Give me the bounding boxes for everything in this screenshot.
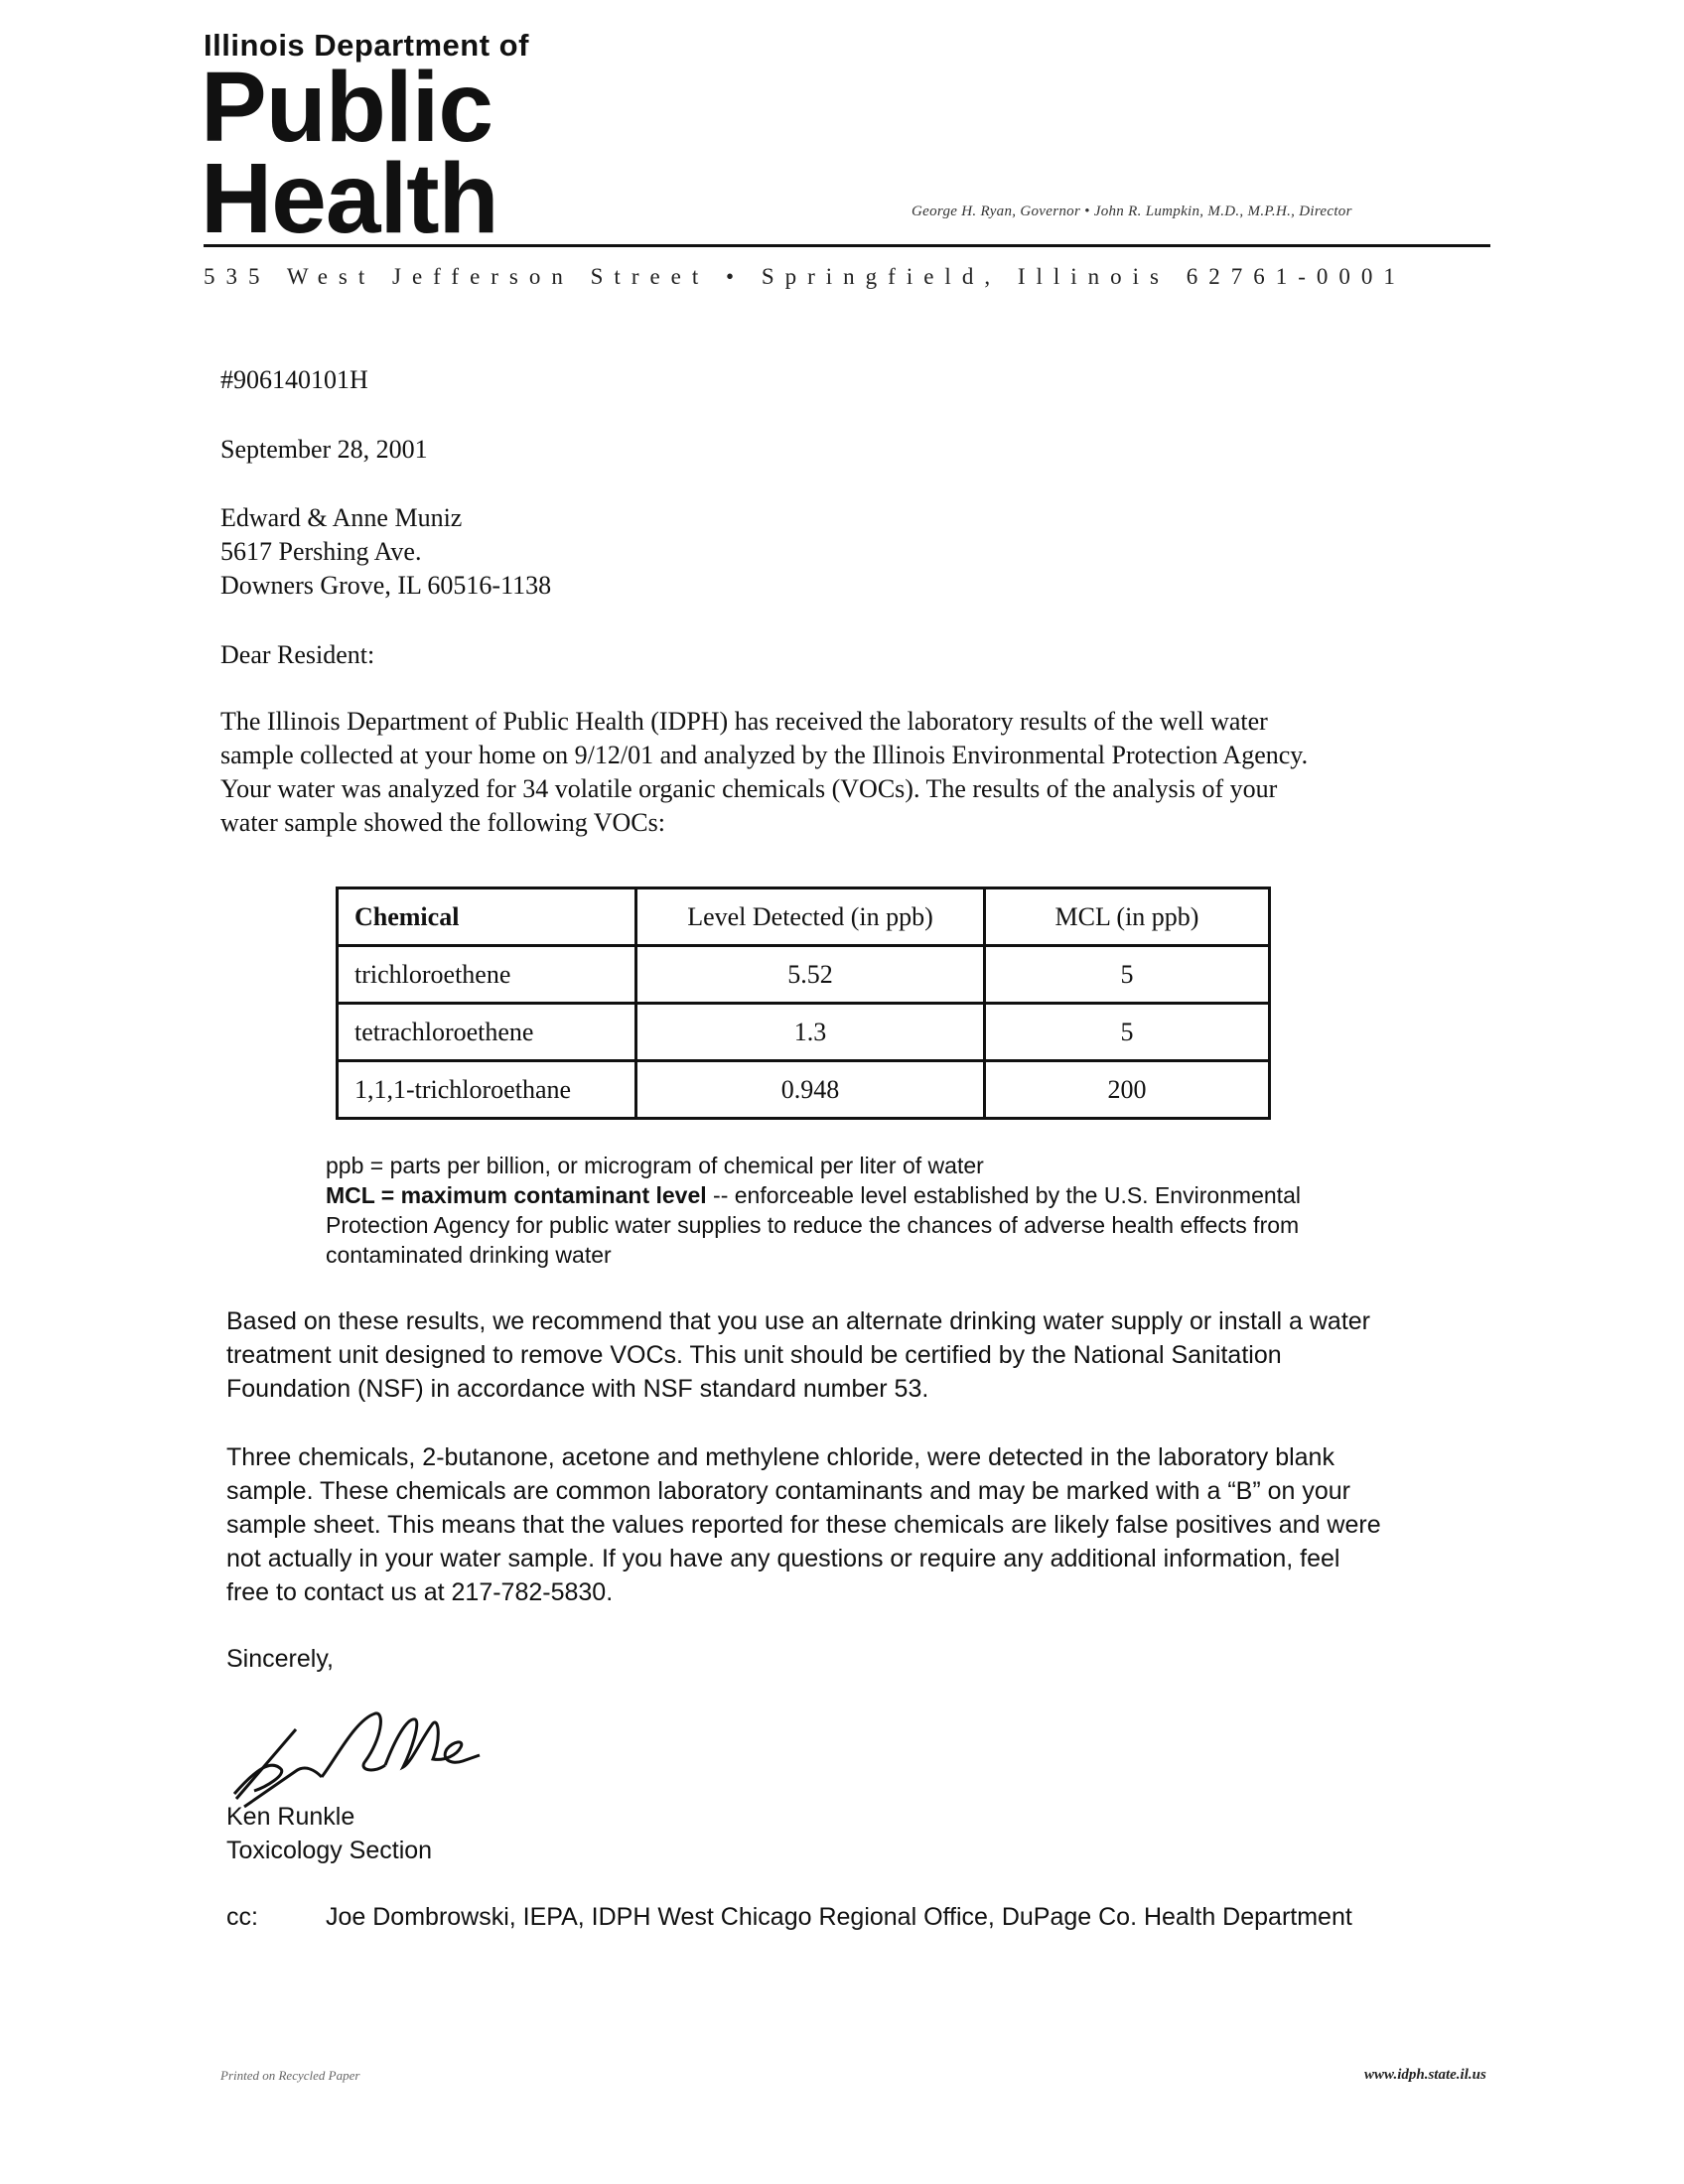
cc-label: cc: — [226, 1903, 258, 1931]
intro-line: Your water was analyzed for 34 volatile organic chemicals (VOCs). The results of the analysis of your — [220, 774, 1278, 803]
blank-line: Three chemicals, 2-butanone, acetone and methylene chloride, were detected in the laboratory blank — [226, 1443, 1334, 1471]
table-cell-level: 5.52 — [636, 946, 985, 1004]
signer-section: Toxicology Section — [226, 1837, 433, 1864]
recommendation-line: Based on these results, we recommend that you use an alternate drinking water supply or install a water — [226, 1307, 1371, 1335]
note-mcl-rest: -- enforceable level established by the U.S. Environmental — [706, 1182, 1301, 1208]
table-cell-mcl: 5 — [985, 1004, 1270, 1061]
signature-image — [226, 1700, 485, 1809]
recipient-name: Edward & Anne Muniz — [220, 503, 463, 532]
letterhead-officials: George H. Ryan, Governor • John R. Lumpkin, M.D., M.P.H., Director — [912, 204, 1352, 219]
table-cell-chemical: 1,1,1-trichloroethane — [338, 1061, 636, 1119]
table-cell-level: 0.948 — [636, 1061, 985, 1119]
footer-recycled-note: Printed on Recycled Paper — [220, 2068, 360, 2083]
intro-line: sample collected at your home on 9/12/01 and analyzed by the Illinois Environmental Protection Agency. — [220, 741, 1309, 769]
letterhead-address: 535 West Jefferson Street • Springfield, Illinois 62761-0001 — [204, 264, 1406, 289]
table-header: Level Detected (in ppb) — [636, 888, 985, 946]
table-row — [338, 946, 1270, 1004]
letterhead-divider — [204, 244, 1490, 247]
blank-line: free to contact us at 217-782-5830. — [226, 1578, 614, 1606]
footer-website: www.idph.state.il.us — [1364, 2067, 1486, 2083]
voc-results-table — [336, 887, 1271, 1120]
note-mcl-line: contaminated drinking water — [326, 1242, 612, 1268]
table-header: Chemical — [338, 888, 636, 946]
note-ppb: ppb = parts per billion, or microgram of chemical per liter of water — [326, 1153, 984, 1178]
table-cell-mcl: 200 — [985, 1061, 1270, 1119]
table-cell-chemical: trichloroethene — [338, 946, 636, 1004]
recipient-city: Downers Grove, IL 60516-1138 — [220, 571, 552, 600]
table-header: MCL (in ppb) — [985, 888, 1270, 946]
blank-line: sample. These chemicals are common laboratory contaminants and may be marked with a “B” on your — [226, 1477, 1350, 1505]
letter-date: September 28, 2001 — [220, 435, 428, 464]
table-row — [338, 1061, 1270, 1119]
table-cell-level: 1.3 — [636, 1004, 985, 1061]
signer-name: Ken Runkle — [226, 1803, 355, 1831]
note-mcl — [326, 1182, 1301, 1209]
intro-line: water sample showed the following VOCs: — [220, 808, 665, 837]
recommendation-line: treatment unit designed to remove VOCs. This unit should be certified by the National Sanitation — [226, 1341, 1282, 1369]
note-mcl-term: MCL = maximum contaminant level — [326, 1182, 707, 1208]
note-mcl-line: Protection Agency for public water supplies to reduce the chances of adverse health effects from — [326, 1212, 1300, 1238]
table-row — [338, 1004, 1270, 1061]
salutation: Dear Resident: — [220, 640, 375, 669]
intro-line: The Illinois Department of Public Health (IDPH) has received the laboratory results of the well water — [220, 707, 1268, 736]
blank-line: sample sheet. This means that the values reported for these chemicals are likely false positives and were — [226, 1511, 1381, 1539]
recipient-street: 5617 Pershing Ave. — [220, 537, 422, 566]
closing: Sincerely, — [226, 1645, 334, 1673]
table-header-row — [338, 888, 1270, 946]
recommendation-line: Foundation (NSF) in accordance with NSF standard number 53. — [226, 1375, 929, 1403]
letterhead-title-public: Public — [201, 52, 493, 163]
cc-recipients: Joe Dombrowski, IEPA, IDPH West Chicago Regional Office, DuPage Co. Health Department — [326, 1903, 1352, 1931]
blank-line: not actually in your water sample. If you have any questions or require any additional information, feel — [226, 1545, 1340, 1572]
table-cell-chemical: tetrachloroethene — [338, 1004, 636, 1061]
reference-number: #906140101H — [220, 365, 368, 394]
letterhead-department: Illinois Department of — [204, 28, 529, 63]
table-cell-mcl: 5 — [985, 946, 1270, 1004]
letterhead-title-health: Health — [201, 143, 498, 254]
